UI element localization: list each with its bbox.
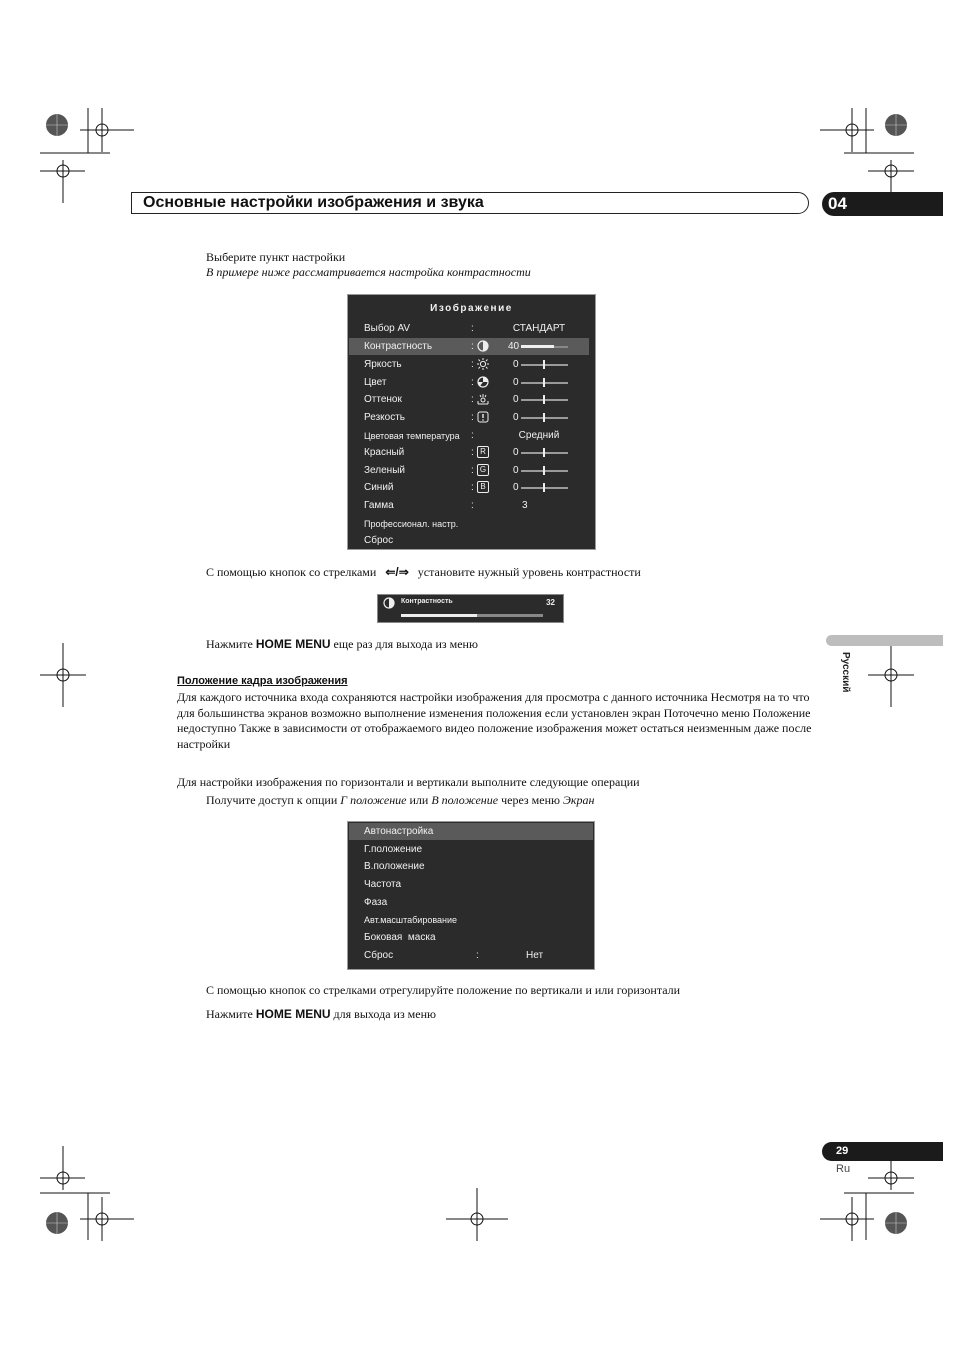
step-arrows-prefix: С помощью кнопок со стрелками xyxy=(206,565,377,579)
screen-row-frequency[interactable] xyxy=(349,876,593,893)
menu-row-value: 40 xyxy=(508,341,520,352)
menu-row-av-select[interactable]: Выбор AV : СТАНДАРТ xyxy=(349,320,589,337)
slider-knob[interactable] xyxy=(543,466,545,475)
step-example-note: В примере ниже рассматривается настройка контрастности xyxy=(206,265,531,279)
color-icon xyxy=(477,376,489,388)
menu-row-brightness[interactable]: Яркость : 0 xyxy=(349,356,589,373)
menu-row-label: Синий xyxy=(364,482,394,493)
menu-row-value: 0 xyxy=(513,377,519,388)
menu-row-value: 0 xyxy=(513,359,519,370)
menu-row-value: 3 xyxy=(522,500,528,511)
step-press-prefix: Нажмите xyxy=(206,1007,253,1021)
menu-row-label: Резкость xyxy=(364,412,405,423)
sharpness-icon xyxy=(477,411,489,423)
contrast-bar-value: 32 xyxy=(546,598,555,607)
menu-row-blue[interactable]: Синий : B 0 xyxy=(349,479,589,496)
step-arrows-suffix: установите нужный уровень контрастности xyxy=(417,565,641,579)
menu-row-gamma[interactable]: Гамма : 3 xyxy=(364,500,528,511)
menu-row-value: 0 xyxy=(513,412,519,423)
language-tab-bar xyxy=(826,635,943,646)
section-heading: Положение кадра изображения xyxy=(177,675,348,687)
step-press-again xyxy=(206,637,478,652)
menu-row-value: Нет xyxy=(526,950,544,961)
screen-row-auto-zoom[interactable] xyxy=(349,911,593,928)
menu-row-label: Фаза xyxy=(364,897,388,908)
menu-row-label: В.положение xyxy=(364,861,425,872)
chapter-number: 04 xyxy=(828,194,847,213)
menu-row-label: Цветовая температура xyxy=(364,431,460,441)
menu-row-label: Гамма xyxy=(364,500,394,511)
language-tab-label: Русский xyxy=(840,652,851,693)
arrow-keys-icon: ⇐/⇒ xyxy=(385,565,409,579)
screen-row-h-position[interactable] xyxy=(349,841,593,858)
menu-row-value: СТАНДАРТ xyxy=(512,323,566,334)
section-paragraph: Для каждого источника входа сохраняются настройки изображения для просмотра с данного источника Несмотря на то что для большинства экранов возможно выполнение изменения положения если установлен экран Поточечно меню Положение недоступно Также в зависимости от отображаемого видео положение изображения может остаться неизменным даже после настройки xyxy=(177,690,812,751)
slider-knob[interactable] xyxy=(543,360,545,369)
access-or: или xyxy=(409,793,429,807)
contrast-bar-label: Контрастность xyxy=(401,598,453,605)
menu-row-label: Автонастройка xyxy=(364,826,434,837)
menu-row-label: Контрастность xyxy=(364,341,433,352)
chapter-title: Основные настройки изображения и звука xyxy=(143,194,484,211)
green-icon: G xyxy=(477,464,489,476)
step-press-exit xyxy=(206,1007,436,1022)
menu-row-value: Средний xyxy=(518,430,560,441)
contrast-slider-fill xyxy=(521,345,554,348)
menu-row-tint[interactable]: Оттенок : 0 xyxy=(349,391,589,408)
menu-row-label: Красный xyxy=(364,447,405,458)
picture-menu-title: Изображение xyxy=(430,303,513,314)
contrast-icon xyxy=(477,340,489,352)
menu-row-label: Зеленый xyxy=(364,465,405,476)
menu-row-sharpness[interactable]: Резкость : 0 xyxy=(349,409,589,426)
access-text-1: Получите доступ к опции xyxy=(206,793,338,807)
access-text-2: через меню xyxy=(501,793,560,807)
page-number: 29 xyxy=(836,1145,849,1157)
step-arrows xyxy=(206,565,641,580)
menu-row-label: Оттенок xyxy=(364,394,402,405)
blue-icon: B xyxy=(477,481,489,493)
screen-menu xyxy=(347,821,595,970)
menu-row-label: Сброс xyxy=(364,950,394,961)
menu-row-value: 0 xyxy=(513,394,519,405)
slider-knob[interactable] xyxy=(543,395,545,404)
screen-row-side-mask[interactable] xyxy=(349,929,593,946)
tint-icon xyxy=(477,393,489,405)
menu-row-label: Частота xyxy=(364,879,402,890)
step-select-item: Выберите пункт настройки xyxy=(206,250,346,264)
contrast-bar-fill[interactable] xyxy=(401,614,477,617)
screen-row-phase[interactable] xyxy=(349,894,593,911)
home-menu-key: HOME MENU xyxy=(255,637,331,651)
access-v-position: В положение xyxy=(431,793,499,807)
menu-row-label: Сброс xyxy=(364,535,394,546)
contrast-adjust-bar xyxy=(377,594,564,623)
step-position-arrows: С помощью кнопок со стрелками отрегулируйте положение по вертикали и или горизонтали xyxy=(206,983,681,997)
screen-row-reset[interactable] xyxy=(349,947,593,964)
screen-row-auto-setup[interactable] xyxy=(349,823,593,840)
menu-row-label: Цвет xyxy=(364,377,387,388)
step-access-option xyxy=(206,793,594,808)
menu-row-label: Выбор AV xyxy=(364,323,411,334)
access-menu-name: Экран xyxy=(562,793,595,807)
menu-row-value: 0 xyxy=(513,482,519,493)
menu-row-label: Яркость xyxy=(364,359,402,370)
menu-row-color[interactable]: Цвет : 0 xyxy=(349,374,589,391)
menu-row-colon: : xyxy=(476,950,479,961)
step-press-exit-suffix: для выхода из меню xyxy=(333,1007,436,1021)
picture-menu xyxy=(347,294,596,550)
slider-knob[interactable] xyxy=(543,448,545,457)
menu-row-value: 0 xyxy=(513,447,519,458)
access-h-position: Г положение xyxy=(340,793,407,807)
menu-row-green[interactable]: Зеленый : G 0 xyxy=(349,462,589,479)
home-menu-key: HOME MENU xyxy=(255,1007,331,1021)
section-intro: Для настройки изображения по горизонтали и вертикали выполните следующие операции xyxy=(177,775,640,789)
screen-row-v-position[interactable] xyxy=(349,858,593,875)
step-press-suffix: еще раз для выхода из меню xyxy=(333,637,478,651)
menu-row-color-temperature[interactable]: Цветовая температура : Средний xyxy=(349,427,589,444)
page-language-code: Ru xyxy=(836,1163,851,1175)
slider-knob[interactable] xyxy=(543,378,545,387)
menu-row-value: 0 xyxy=(513,465,519,476)
menu-row-contrast[interactable]: Контрастность : 40 xyxy=(349,338,589,355)
menu-row-reset[interactable] xyxy=(349,532,589,549)
menu-row-label: Авт.масштабирование xyxy=(364,915,458,925)
menu-row-professional[interactable] xyxy=(349,515,589,532)
contrast-icon xyxy=(383,597,395,609)
red-icon: R xyxy=(477,446,489,458)
menu-row-red[interactable]: Красный : R 0 xyxy=(349,444,589,461)
step-press-prefix: Нажмите xyxy=(206,637,253,651)
menu-row-label: Боковая маска xyxy=(364,932,436,943)
slider-knob[interactable] xyxy=(543,413,545,422)
menu-row-label: Г.положение xyxy=(364,844,423,855)
slider-knob[interactable] xyxy=(543,483,545,492)
brightness-icon xyxy=(477,358,489,370)
menu-row-label: Профессионал. настр. xyxy=(364,519,459,529)
